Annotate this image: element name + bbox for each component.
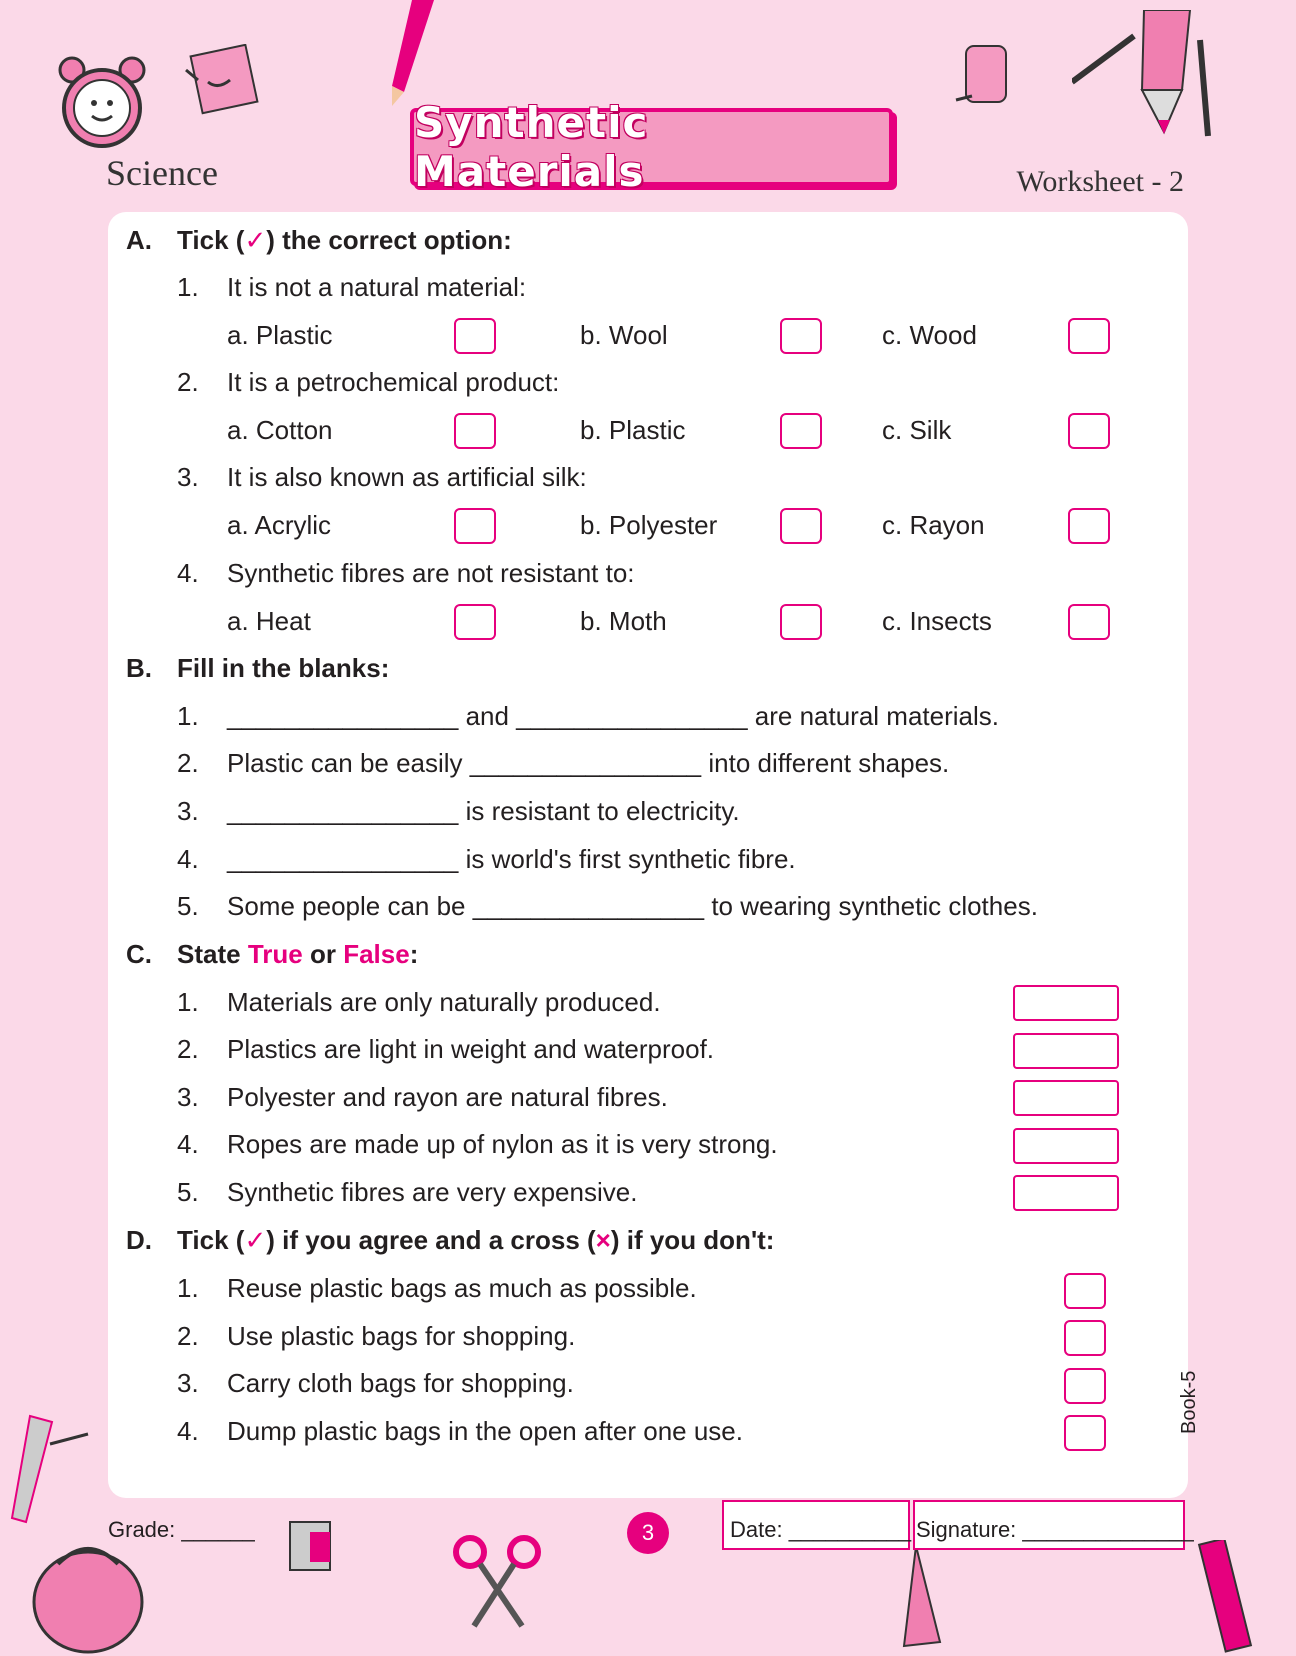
question-text: It is also known as artificial silk: (227, 462, 587, 492)
item-number: 4. (177, 1129, 199, 1159)
answer-checkbox[interactable] (780, 413, 822, 449)
date-field[interactable]: Date: __________ (730, 1517, 912, 1542)
option-label: a. Heat (227, 606, 311, 636)
section-c-title: State True or False: (177, 939, 419, 969)
option-label: c. Silk (882, 415, 952, 445)
item-number: 3. (177, 796, 199, 826)
agree-checkbox[interactable] (1064, 1415, 1106, 1451)
alarm-clock-icon (52, 48, 152, 158)
worksheet-title: Synthetic Materials (410, 108, 893, 186)
option-label: b. Polyester (580, 510, 718, 540)
cross-icon: × (595, 1225, 611, 1255)
agree-checkbox[interactable] (1064, 1273, 1106, 1309)
item-number: 5. (177, 891, 199, 921)
statement-text: Reuse plastic bags as much as possible. (227, 1273, 697, 1303)
book-label: Book-5 (1178, 1370, 1200, 1434)
item-number: 3. (177, 1082, 199, 1112)
fill-blank-text: ________________ is resistant to electricity. (227, 796, 740, 826)
option-label: b. Plastic (580, 415, 686, 445)
true-false-answer-box[interactable] (1013, 1033, 1119, 1069)
question-text: Synthetic fibres are not resistant to: (227, 558, 635, 588)
answer-checkbox[interactable] (1068, 413, 1110, 449)
item-number: 1. (177, 701, 199, 731)
tick-icon: ✓ (244, 225, 267, 255)
answer-checkbox[interactable] (780, 318, 822, 354)
question-number: 4. (177, 558, 199, 588)
eraser-icon (942, 40, 1022, 120)
statement-text: Ropes are made up of nylon as it is very strong. (227, 1129, 778, 1159)
option-label: c. Wood (882, 320, 977, 350)
item-number: 5. (177, 1177, 199, 1207)
true-false-answer-box[interactable] (1013, 1128, 1119, 1164)
sharpener-icon (284, 1518, 344, 1588)
option-label: a. Cotton (227, 415, 333, 445)
answer-checkbox[interactable] (780, 508, 822, 544)
question-number: 2. (177, 367, 199, 397)
section-a-letter: A. (126, 225, 152, 255)
statement-text: Polyester and rayon are natural fibres. (227, 1082, 668, 1112)
answer-checkbox[interactable] (780, 604, 822, 640)
fill-blank-text: Plastic can be easily ________________ into different shapes. (227, 748, 950, 778)
option-label: c. Insects (882, 606, 992, 636)
option-label: b. Wool (580, 320, 668, 350)
section-c-letter: C. (126, 939, 152, 969)
pencil-icon (382, 0, 442, 110)
crayon-icon (880, 1546, 960, 1656)
question-number: 1. (177, 272, 199, 302)
section-d-letter: D. (126, 1225, 152, 1255)
section-b-letter: B. (126, 653, 152, 683)
notepad-icon (178, 44, 268, 124)
answer-checkbox[interactable] (454, 604, 496, 640)
answer-checkbox[interactable] (454, 318, 496, 354)
worksheet-number: Worksheet - 2 (1016, 165, 1184, 198)
statement-text: Use plastic bags for shopping. (227, 1321, 576, 1351)
answer-checkbox[interactable] (1068, 508, 1110, 544)
pencil-character-icon (1072, 10, 1212, 140)
signature-field[interactable]: Signature: ______________ (916, 1517, 1194, 1542)
agree-checkbox[interactable] (1064, 1320, 1106, 1356)
item-number: 1. (177, 987, 199, 1017)
statement-text: Carry cloth bags for shopping. (227, 1368, 574, 1398)
answer-checkbox[interactable] (454, 508, 496, 544)
section-d-title: Tick (✓) if you agree and a cross (×) if you don't: (177, 1225, 775, 1255)
item-number: 4. (177, 844, 199, 874)
tick-icon: ✓ (244, 1225, 267, 1255)
statement-text: Materials are only naturally produced. (227, 987, 661, 1017)
item-number: 2. (177, 1321, 199, 1351)
agree-checkbox[interactable] (1064, 1368, 1106, 1404)
pen-icon (1190, 1540, 1270, 1656)
item-number: 2. (177, 748, 199, 778)
grade-field[interactable]: Grade: ______ (108, 1517, 255, 1542)
true-false-answer-box[interactable] (1013, 1080, 1119, 1116)
item-number: 2. (177, 1034, 199, 1064)
statement-text: Synthetic fibres are very expensive. (227, 1177, 638, 1207)
answer-checkbox[interactable] (454, 413, 496, 449)
section-a-title: Tick (✓) the correct option: (177, 225, 512, 255)
option-label: a. Plastic (227, 320, 333, 350)
question-text: It is not a natural material: (227, 272, 527, 302)
statement-text: Plastics are light in weight and waterproof. (227, 1034, 715, 1064)
statement-text: Dump plastic bags in the open after one use. (227, 1416, 743, 1446)
item-number: 1. (177, 1273, 199, 1303)
option-label: b. Moth (580, 606, 667, 636)
ruler-icon (8, 1410, 98, 1530)
answer-checkbox[interactable] (1068, 604, 1110, 640)
answer-checkbox[interactable] (1068, 318, 1110, 354)
option-label: c. Rayon (882, 510, 985, 540)
subject-label: Science (106, 153, 218, 193)
option-label: a. Acrylic (227, 510, 332, 540)
scissors-icon (452, 1530, 542, 1630)
true-false-answer-box[interactable] (1013, 1175, 1119, 1211)
true-false-answer-box[interactable] (1013, 985, 1119, 1021)
section-b-title: Fill in the blanks: (177, 653, 390, 683)
fill-blank-text: Some people can be ________________ to wearing synthetic clothes. (227, 891, 1038, 921)
page-number: 3 (627, 1512, 669, 1554)
fill-blank-text: ________________ is world's first synthetic fibre. (227, 844, 796, 874)
fill-blank-text: ________________ and ________________ are natural materials. (227, 701, 999, 731)
question-number: 3. (177, 462, 199, 492)
item-number: 4. (177, 1416, 199, 1446)
question-text: It is a petrochemical product: (227, 367, 560, 397)
item-number: 3. (177, 1368, 199, 1398)
